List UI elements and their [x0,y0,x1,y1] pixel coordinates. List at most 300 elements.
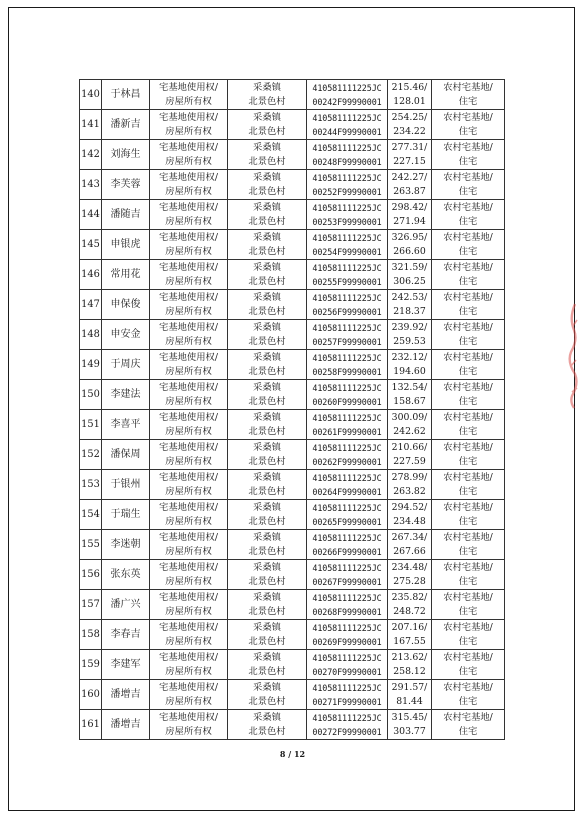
location-cell [228,170,307,200]
area-line: 227.15 [393,155,426,167]
unit-code-line: 00253F99990001 [312,216,382,227]
usage-cell [432,320,505,350]
location-line: 北景色村 [248,305,286,317]
row-number-cell: 159 [80,650,102,680]
unit-code-line: 00257F99990001 [312,336,382,347]
right-type-line: 宅基地使用权/ [159,261,218,273]
unit-code-line: 00255F99990001 [312,276,382,287]
area-line: 263.87 [393,185,426,197]
table-row [80,200,505,230]
area-line: 248.72 [393,605,426,617]
location-line: 北景色村 [248,575,286,587]
location-cell [228,80,307,110]
location-line: 北景色村 [248,275,286,287]
area-line: 128.01 [393,95,426,107]
area-line: 277.31/ [391,141,428,153]
unit-code-cell [307,350,388,380]
area-cell [388,560,432,590]
right-type-line: 宅基地使用权/ [159,381,218,393]
right-type-line: 房屋所有权 [165,95,212,107]
location-line: 北景色村 [248,665,286,677]
location-cell [228,380,307,410]
location-cell [228,560,307,590]
usage-cell [432,350,505,380]
usage-cell [432,440,505,470]
table-row [80,170,505,200]
usage-line: 农村宅基地/ [443,651,493,663]
usage-line: 住宅 [458,185,478,197]
area-line: 235.82/ [391,591,428,603]
unit-code-line: 410581111225JC [312,682,382,693]
row-number-cell: 140 [80,80,102,110]
unit-code-line: 00252F99990001 [312,186,382,197]
unit-code-cell [307,200,388,230]
usage-line: 住宅 [458,95,478,107]
unit-code-line: 410581111225JC [312,382,382,393]
usage-line: 农村宅基地/ [443,501,493,513]
right-type-line: 宅基地使用权/ [159,171,218,183]
area-cell [388,80,432,110]
area-line: 315.45/ [391,711,428,723]
location-line: 北景色村 [248,365,286,377]
right-type-cell [150,80,228,110]
usage-line: 住宅 [458,425,478,437]
usage-line: 住宅 [458,665,478,677]
owner-name-cell: 李建军 [102,650,150,680]
location-cell [228,440,307,470]
usage-line: 住宅 [458,485,478,497]
right-type-line: 房屋所有权 [165,125,212,137]
usage-line: 农村宅基地/ [443,351,493,363]
usage-line: 住宅 [458,275,478,287]
area-line: 266.60 [393,245,426,257]
location-line: 采桑镇 [253,351,281,363]
right-type-cell [150,260,228,290]
location-line: 采桑镇 [253,231,281,243]
table-row [80,290,505,320]
usage-line: 住宅 [458,155,478,167]
table-row [80,230,505,260]
unit-code-line: 410581111225JC [312,112,382,123]
usage-cell [432,200,505,230]
location-line: 采桑镇 [253,141,281,153]
table-row [80,140,505,170]
usage-cell [432,530,505,560]
usage-line: 农村宅基地/ [443,141,493,153]
location-line: 采桑镇 [253,441,281,453]
unit-code-line: 410581111225JC [312,592,382,603]
unit-code-cell [307,620,388,650]
unit-code-cell [307,500,388,530]
unit-code-cell [307,110,388,140]
area-cell [388,590,432,620]
right-type-line: 房屋所有权 [165,575,212,587]
usage-line: 住宅 [458,725,478,737]
right-type-line: 房屋所有权 [165,395,212,407]
page-number: 8 / 12 [279,749,306,759]
right-type-line: 宅基地使用权/ [159,81,218,93]
area-line: 215.46/ [391,81,428,93]
owner-name-cell: 潘广兴 [102,590,150,620]
area-line: 242.53/ [391,291,428,303]
unit-code-line: 410581111225JC [312,292,382,303]
owner-name-cell: 申安金 [102,320,150,350]
location-line: 采桑镇 [253,291,281,303]
row-number-cell: 150 [80,380,102,410]
location-line: 采桑镇 [253,651,281,663]
location-line: 采桑镇 [253,531,281,543]
row-number-cell: 154 [80,500,102,530]
location-line: 北景色村 [248,335,286,347]
unit-code-line: 00261F99990001 [312,426,382,437]
location-line: 北景色村 [248,605,286,617]
right-type-line: 房屋所有权 [165,515,212,527]
usage-cell [432,170,505,200]
right-type-cell [150,680,228,710]
right-type-line: 房屋所有权 [165,545,212,557]
usage-cell [432,230,505,260]
table-row [80,650,505,680]
owner-name-cell: 潘增吉 [102,680,150,710]
area-cell [388,170,432,200]
location-line: 采桑镇 [253,681,281,693]
area-line: 234.48 [393,515,426,527]
right-type-line: 宅基地使用权/ [159,711,218,723]
location-line: 采桑镇 [253,321,281,333]
area-cell [388,650,432,680]
right-type-line: 房屋所有权 [165,335,212,347]
right-type-line: 宅基地使用权/ [159,441,218,453]
right-type-cell [150,140,228,170]
location-line: 北景色村 [248,425,286,437]
unit-code-cell [307,590,388,620]
unit-code-cell [307,530,388,560]
row-number-cell: 148 [80,320,102,350]
right-type-line: 房屋所有权 [165,185,212,197]
row-number-cell: 151 [80,410,102,440]
area-line: 194.60 [393,365,426,377]
right-type-cell [150,650,228,680]
area-line: 259.53 [393,335,426,347]
area-line: 306.25 [393,275,426,287]
unit-code-line: 00248F99990001 [312,156,382,167]
location-line: 北景色村 [248,455,286,467]
unit-code-line: 410581111225JC [312,652,382,663]
unit-code-line: 410581111225JC [312,712,382,723]
row-number-cell: 147 [80,290,102,320]
usage-cell [432,590,505,620]
owner-name-cell: 潘新吉 [102,110,150,140]
location-line: 北景色村 [248,545,286,557]
location-line: 采桑镇 [253,711,281,723]
right-type-line: 宅基地使用权/ [159,111,218,123]
usage-line: 农村宅基地/ [443,231,493,243]
usage-line: 农村宅基地/ [443,711,493,723]
right-type-cell [150,230,228,260]
location-cell [228,410,307,440]
owner-name-cell: 刘海生 [102,140,150,170]
owner-name-cell: 张东英 [102,560,150,590]
right-type-line: 房屋所有权 [165,725,212,737]
table-row [80,320,505,350]
location-cell [228,320,307,350]
table-row [80,110,505,140]
right-type-cell [150,560,228,590]
unit-code-cell [307,410,388,440]
area-cell [388,530,432,560]
area-line: 278.99/ [391,471,428,483]
right-type-line: 宅基地使用权/ [159,681,218,693]
unit-code-cell [307,440,388,470]
location-line: 采桑镇 [253,81,281,93]
usage-line: 农村宅基地/ [443,621,493,633]
area-line: 210.66/ [391,441,428,453]
usage-cell [432,380,505,410]
area-cell [388,710,432,740]
area-line: 242.62 [393,425,426,437]
right-type-line: 房屋所有权 [165,155,212,167]
unit-code-line: 00266F99990001 [312,546,382,557]
location-line: 北景色村 [248,185,286,197]
right-type-cell [150,500,228,530]
right-type-line: 宅基地使用权/ [159,621,218,633]
right-type-line: 宅基地使用权/ [159,561,218,573]
table-row [80,530,505,560]
area-line: 263.82 [393,485,426,497]
area-line: 271.94 [393,215,426,227]
usage-cell [432,620,505,650]
location-line: 采桑镇 [253,111,281,123]
usage-cell [432,110,505,140]
usage-line: 农村宅基地/ [443,411,493,423]
area-cell [388,380,432,410]
right-type-line: 宅基地使用权/ [159,531,218,543]
location-cell [228,230,307,260]
area-cell [388,290,432,320]
right-type-line: 房屋所有权 [165,215,212,227]
right-type-line: 宅基地使用权/ [159,411,218,423]
area-cell [388,320,432,350]
location-cell [228,140,307,170]
unit-code-line: 410581111225JC [312,472,382,483]
right-type-line: 宅基地使用权/ [159,351,218,363]
location-line: 北景色村 [248,635,286,647]
area-cell [388,230,432,260]
owner-name-cell: 李喜平 [102,410,150,440]
table-row [80,560,505,590]
area-line: 258.12 [393,665,426,677]
unit-code-line: 00265F99990001 [312,516,382,527]
unit-code-line: 410581111225JC [312,262,382,273]
right-type-line: 宅基地使用权/ [159,471,218,483]
right-type-line: 房屋所有权 [165,695,212,707]
usage-line: 住宅 [458,515,478,527]
unit-code-cell [307,470,388,500]
unit-code-cell [307,230,388,260]
area-line: 275.28 [393,575,426,587]
right-type-line: 宅基地使用权/ [159,201,218,213]
area-cell [388,200,432,230]
owner-name-cell: 李春吉 [102,620,150,650]
property-rights-table [79,79,505,740]
area-line: 294.52/ [391,501,428,513]
table-row [80,380,505,410]
location-line: 采桑镇 [253,411,281,423]
location-cell [228,260,307,290]
right-type-line: 房屋所有权 [165,485,212,497]
location-line: 北景色村 [248,215,286,227]
unit-code-line: 410581111225JC [312,622,382,633]
location-cell [228,200,307,230]
right-type-line: 宅基地使用权/ [159,591,218,603]
unit-code-line: 410581111225JC [312,412,382,423]
owner-name-cell: 于银州 [102,470,150,500]
right-type-cell [150,440,228,470]
area-line: 300.09/ [391,411,428,423]
row-number-cell: 161 [80,710,102,740]
location-cell [228,680,307,710]
area-line: 218.37 [393,305,426,317]
area-line: 267.66 [393,545,426,557]
unit-code-line: 00270F99990001 [312,666,382,677]
row-number-cell: 143 [80,170,102,200]
usage-line: 农村宅基地/ [443,111,493,123]
right-type-line: 房屋所有权 [165,665,212,677]
right-type-cell [150,380,228,410]
unit-code-line: 00271F99990001 [312,696,382,707]
location-cell [228,470,307,500]
table-row [80,500,505,530]
owner-name-cell: 于周庆 [102,350,150,380]
location-line: 采桑镇 [253,561,281,573]
usage-line: 农村宅基地/ [443,321,493,333]
usage-line: 住宅 [458,395,478,407]
area-line: 132.54/ [391,381,428,393]
owner-name-cell: 申保俊 [102,290,150,320]
unit-code-cell [307,260,388,290]
table-row [80,260,505,290]
unit-code-cell [307,560,388,590]
location-line: 北景色村 [248,95,286,107]
row-number-cell: 144 [80,200,102,230]
unit-code-line: 00242F99990001 [312,96,382,107]
usage-line: 农村宅基地/ [443,381,493,393]
usage-cell [432,260,505,290]
unit-code-line: 410581111225JC [312,232,382,243]
right-type-line: 房屋所有权 [165,305,212,317]
location-line: 采桑镇 [253,381,281,393]
right-type-cell [150,590,228,620]
unit-code-line: 00269F99990001 [312,636,382,647]
area-line: 167.55 [393,635,426,647]
unit-code-line: 410581111225JC [312,502,382,513]
unit-code-cell [307,140,388,170]
area-line: 207.16/ [391,621,428,633]
usage-line: 住宅 [458,455,478,467]
unit-code-line: 00268F99990001 [312,606,382,617]
location-line: 北景色村 [248,725,286,737]
area-cell [388,470,432,500]
unit-code-line: 410581111225JC [312,172,382,183]
right-type-cell [150,170,228,200]
row-number-cell: 145 [80,230,102,260]
location-cell [228,590,307,620]
area-line: 242.27/ [391,171,428,183]
usage-line: 农村宅基地/ [443,561,493,573]
area-cell [388,680,432,710]
usage-cell [432,500,505,530]
usage-line: 农村宅基地/ [443,171,493,183]
owner-name-cell: 李建法 [102,380,150,410]
area-line: 321.59/ [391,261,428,273]
usage-line: 农村宅基地/ [443,261,493,273]
usage-line: 住宅 [458,215,478,227]
table-row [80,620,505,650]
row-number-cell: 157 [80,590,102,620]
usage-line: 住宅 [458,605,478,617]
usage-line: 农村宅基地/ [443,291,493,303]
row-number-cell: 149 [80,350,102,380]
owner-name-cell: 于林昌 [102,80,150,110]
right-type-line: 房屋所有权 [165,425,212,437]
area-cell [388,260,432,290]
unit-code-line: 410581111225JC [312,562,382,573]
area-line: 232.12/ [391,351,428,363]
row-number-cell: 153 [80,470,102,500]
unit-code-line: 410581111225JC [312,322,382,333]
area-line: 239.92/ [391,321,428,333]
location-line: 北景色村 [248,155,286,167]
location-line: 北景色村 [248,395,286,407]
unit-code-line: 00264F99990001 [312,486,382,497]
unit-code-line: 410581111225JC [312,202,382,213]
location-line: 采桑镇 [253,501,281,513]
usage-cell [432,710,505,740]
usage-line: 农村宅基地/ [443,81,493,93]
unit-code-cell [307,290,388,320]
usage-line: 农村宅基地/ [443,681,493,693]
area-line: 303.77 [393,725,426,737]
right-type-cell [150,350,228,380]
unit-code-cell [307,380,388,410]
owner-name-cell: 潘随吉 [102,200,150,230]
location-line: 北景色村 [248,125,286,137]
table-row [80,680,505,710]
area-line: 213.62/ [391,651,428,663]
location-line: 北景色村 [248,515,286,527]
right-type-cell [150,200,228,230]
red-seal-edge [565,300,579,410]
location-cell [228,290,307,320]
row-number-cell: 160 [80,680,102,710]
usage-line: 农村宅基地/ [443,441,493,453]
unit-code-cell [307,170,388,200]
unit-code-cell [307,710,388,740]
usage-line: 农村宅基地/ [443,531,493,543]
right-type-line: 房屋所有权 [165,245,212,257]
unit-code-line: 410581111225JC [312,82,382,93]
table-row [80,590,505,620]
right-type-cell [150,320,228,350]
table-row [80,350,505,380]
area-line: 267.34/ [391,531,428,543]
usage-cell [432,680,505,710]
area-line: 298.42/ [391,201,428,213]
usage-cell [432,560,505,590]
area-line: 234.48/ [391,561,428,573]
row-number-cell: 142 [80,140,102,170]
table-row [80,410,505,440]
